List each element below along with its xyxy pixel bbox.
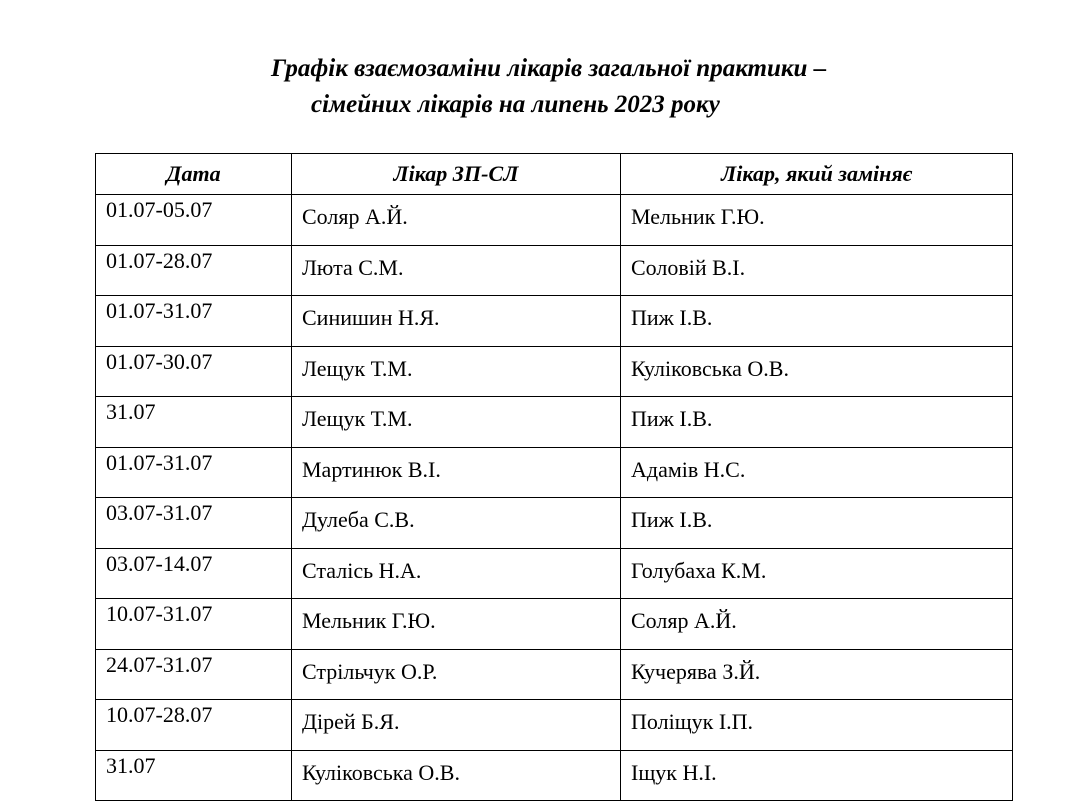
- table-row: [96, 599, 1013, 650]
- table-row: [96, 498, 1013, 549]
- doctor-cell: Дулеба С.В.: [292, 498, 621, 549]
- doctor-cell: Куліковська О.В.: [292, 750, 621, 801]
- substitute-cell: Куліковська О.В.: [621, 346, 1013, 397]
- table-row: [96, 296, 1013, 347]
- doctor-cell: Соляр А.Й.: [292, 195, 621, 246]
- substitute-cell: Соловій В.І.: [621, 245, 1013, 296]
- doctor-cell: Синишин Н.Я.: [292, 296, 621, 347]
- table-body: [96, 195, 1013, 801]
- doctor-cell: Лещук Т.М.: [292, 397, 621, 448]
- table-row: [96, 700, 1013, 751]
- table-row: [96, 447, 1013, 498]
- date-cell: 10.07-31.07: [96, 599, 292, 650]
- doctor-cell: Люта С.М.: [292, 245, 621, 296]
- date-cell: 01.07-28.07: [96, 245, 292, 296]
- table-row: [96, 245, 1013, 296]
- date-cell: 24.07-31.07: [96, 649, 292, 700]
- doctor-cell: Мартинюк В.І.: [292, 447, 621, 498]
- substitute-cell: Мельник Г.Ю.: [621, 195, 1013, 246]
- document-title-line-1: Графік взаємозаміни лікарів загальної практики –: [271, 55, 827, 82]
- table-row: [96, 649, 1013, 700]
- substitute-cell: Поліщук І.П.: [621, 700, 1013, 751]
- table-row: [96, 195, 1013, 246]
- date-cell: 01.07-30.07: [96, 346, 292, 397]
- date-cell: 10.07-28.07: [96, 700, 292, 751]
- substitute-cell: Соляр А.Й.: [621, 599, 1013, 650]
- doctor-cell: Дірей Б.Я.: [292, 700, 621, 751]
- date-cell: 03.07-14.07: [96, 548, 292, 599]
- substitute-cell: Голубаха К.М.: [621, 548, 1013, 599]
- table-row: [96, 397, 1013, 448]
- date-cell: 01.07-31.07: [96, 447, 292, 498]
- doctor-cell: Стрільчук О.Р.: [292, 649, 621, 700]
- header-substitute: Лікар, який заміняє: [621, 154, 1013, 195]
- doctor-cell: Сталісь Н.А.: [292, 548, 621, 599]
- header-doctor: Лікар ЗП-СЛ: [292, 154, 621, 195]
- substitute-cell: Адамів Н.С.: [621, 447, 1013, 498]
- table-row: [96, 346, 1013, 397]
- table-row: [96, 750, 1013, 801]
- document-title-line-2: сімейних лікарів на липень 2023 року: [311, 91, 720, 118]
- substitute-cell: Кучерява З.Й.: [621, 649, 1013, 700]
- doctor-cell: Лещук Т.М.: [292, 346, 621, 397]
- header-date: Дата: [96, 154, 292, 195]
- substitute-cell: Іщук Н.І.: [621, 750, 1013, 801]
- date-cell: 03.07-31.07: [96, 498, 292, 549]
- doctor-cell: Мельник Г.Ю.: [292, 599, 621, 650]
- date-cell: 01.07-05.07: [96, 195, 292, 246]
- substitute-cell: Пиж І.В.: [621, 296, 1013, 347]
- substitute-cell: Пиж І.В.: [621, 498, 1013, 549]
- substitute-cell: Пиж І.В.: [621, 397, 1013, 448]
- substitution-schedule-table: [95, 153, 1013, 801]
- date-cell: 01.07-31.07: [96, 296, 292, 347]
- table-header-row: [96, 154, 1013, 195]
- date-cell: 31.07: [96, 397, 292, 448]
- table-row: [96, 548, 1013, 599]
- date-cell: 31.07: [96, 750, 292, 801]
